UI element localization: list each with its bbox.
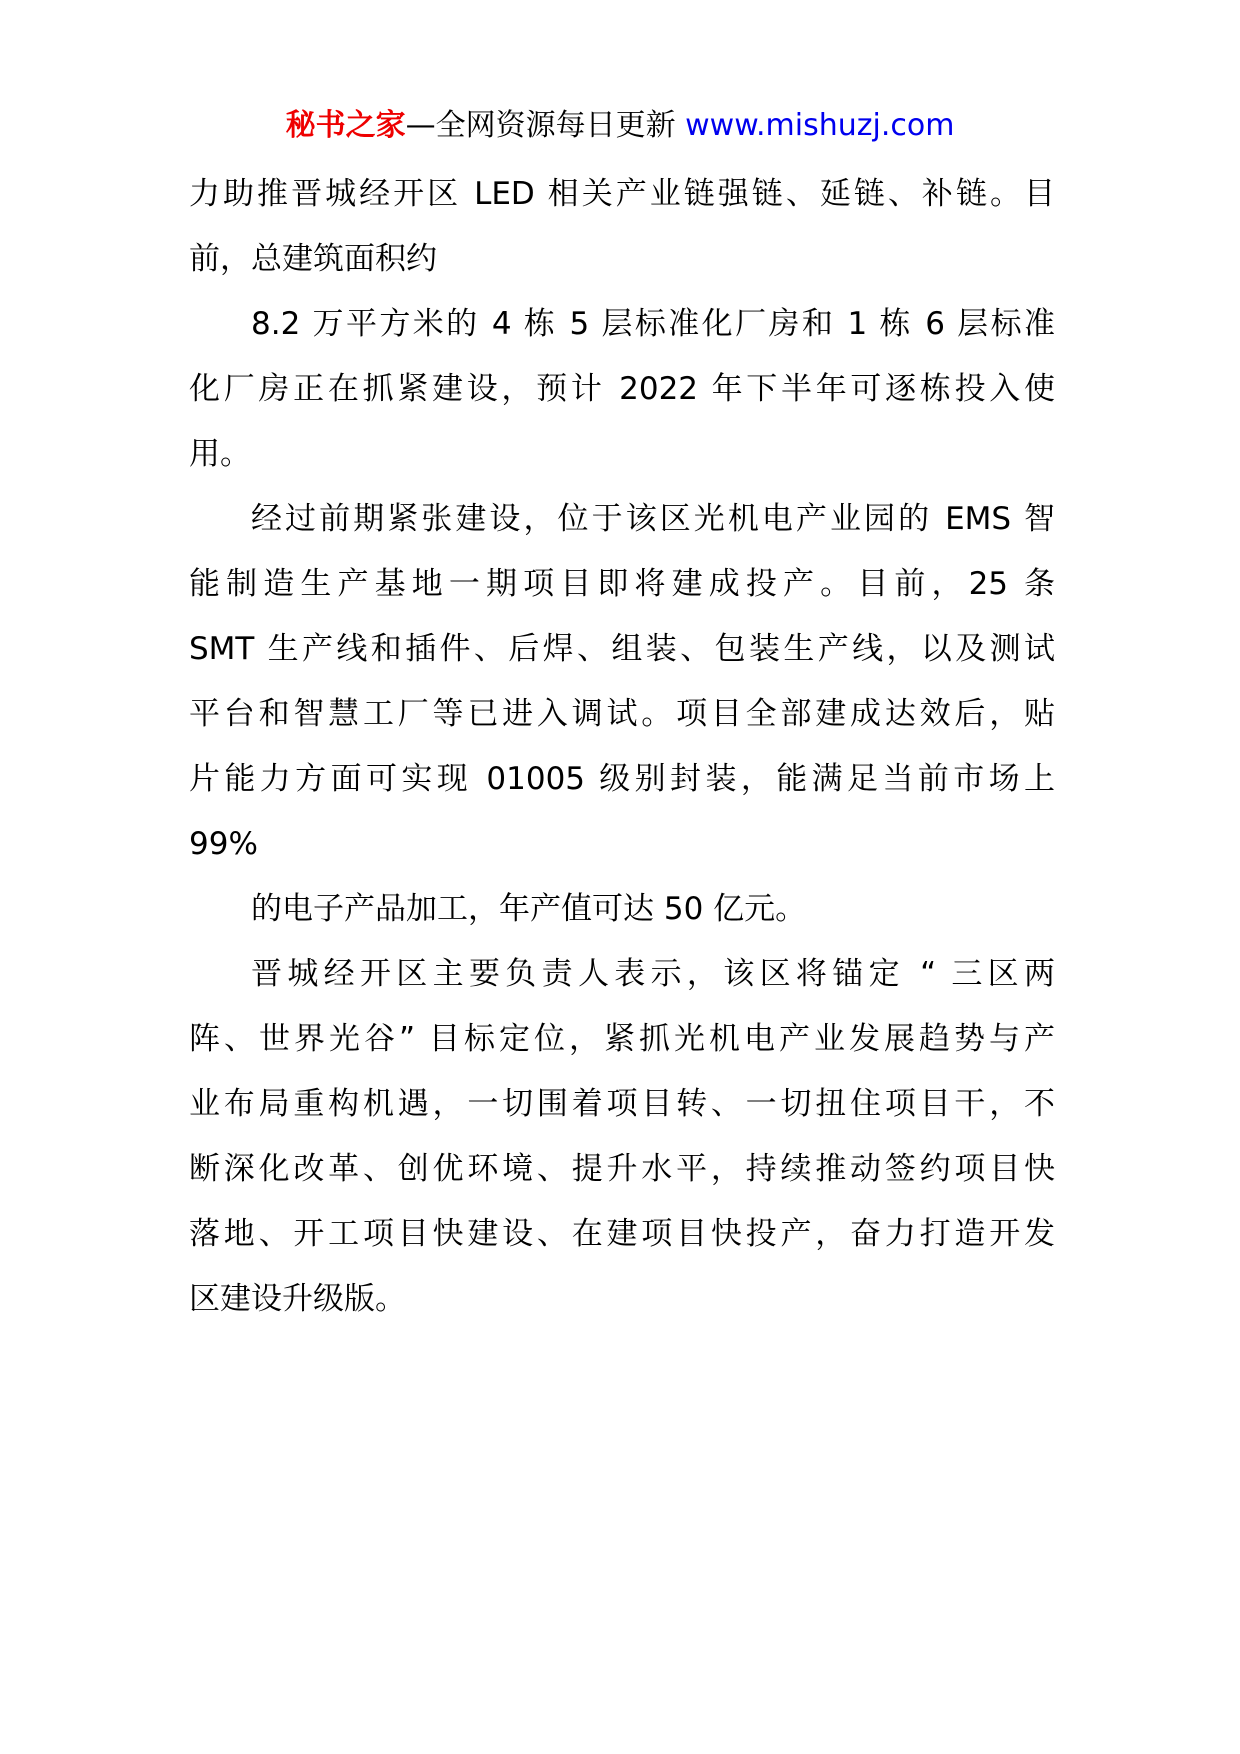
text-line: 落地、开工项目快建设、在建项目快投产，奋力打造开发 bbox=[189, 1216, 1055, 1252]
text-line: SMT 生产线和插件、后焊、组装、包装生产线，以及测试 bbox=[189, 631, 1055, 667]
paragraph bbox=[189, 877, 1055, 942]
text-line: 经过前期紧张建设，位于该区光机电产业园的 EMS 智 bbox=[251, 501, 1055, 537]
header-tagline: —全网资源每日更新 bbox=[405, 108, 676, 143]
text-line: 平台和智慧工厂等已进入调试。项目全部建成达效后，贴 bbox=[189, 696, 1055, 732]
paragraph bbox=[189, 292, 1055, 487]
text-line: 99% bbox=[189, 826, 258, 862]
text-line: 的电子产品加工，年产值可达 50 亿元。 bbox=[251, 891, 807, 927]
brand-name: 秘书之家 bbox=[285, 108, 406, 143]
paragraph bbox=[189, 162, 1055, 292]
page-header bbox=[0, 104, 1240, 148]
text-line: 8.2 万平方米的 4 栋 5 层标准化厂房和 1 栋 6 层标准 bbox=[251, 306, 1055, 342]
text-line: 阵、世界光谷” 目标定位，紧抓光机电产业发展趋势与产 bbox=[189, 1021, 1055, 1057]
text-line: 化厂房正在抓紧建设，预计 2022 年下半年可逐栋投入使 bbox=[189, 371, 1055, 407]
text-line: 用。 bbox=[189, 436, 251, 472]
text-line: 力助推晋城经开区 LED 相关产业链强链、延链、补链。目 bbox=[189, 176, 1055, 212]
paragraph bbox=[189, 487, 1055, 877]
text-line: 断深化改革、创优环境、提升水平，持续推动签约项目快 bbox=[189, 1151, 1055, 1187]
text-line: 区建设升级版。 bbox=[189, 1281, 406, 1317]
text-line: 片能力方面可实现 01005 级别封装，能满足当前市场上 bbox=[189, 761, 1055, 797]
text-line: 前，总建筑面积约 bbox=[189, 241, 437, 277]
text-line: 业布局重构机遇，一切围着项目转、一切扭住项目干，不 bbox=[189, 1086, 1055, 1122]
paragraph bbox=[189, 942, 1055, 1332]
document-body bbox=[189, 162, 1055, 1332]
text-line: 晋城经开区主要负责人表示，该区将锚定 “ 三区两 bbox=[251, 956, 1055, 992]
site-link[interactable]: www.mishuzj.com bbox=[685, 108, 955, 143]
text-line: 能制造生产基地一期项目即将建成投产。目前，25 条 bbox=[189, 566, 1055, 602]
